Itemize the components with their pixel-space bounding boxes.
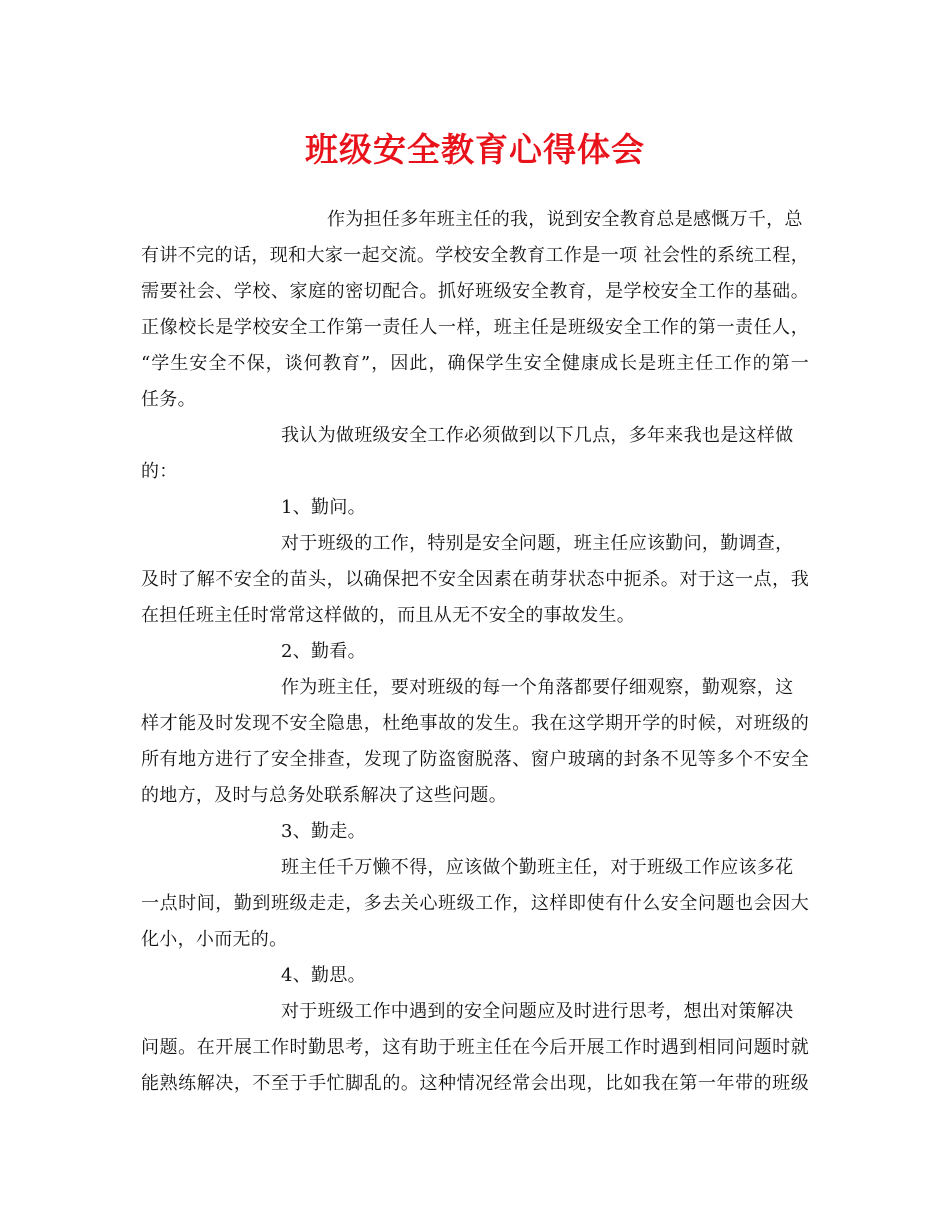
text-line: 班主任千万懒不得，应该做个勤班主任，对于班级工作应该多花: [281, 857, 794, 878]
text-line: 样才能及时发现不安全隐患，杜绝事故的发生。我在这学期开学的时候，对班级的: [141, 713, 809, 734]
text-line: 任务。: [141, 389, 196, 410]
document-title: 班级安全教育心得体会: [305, 130, 645, 169]
text-line: 有讲不完的话，现和大家一起交流。学校安全教育工作是一项 社会性的系统工程，: [141, 245, 809, 266]
text-line: 能熟练解决，不至于手忙脚乱的。这种情况经常会出现，比如我在第一年带的班级: [141, 1073, 809, 1094]
text-line: 一点时间，勤到班级走走，多去关心班级工作，这样即使有什么安全问题也会因大: [141, 893, 809, 914]
section-heading: 4、勤思。: [281, 965, 366, 986]
text-line: “学生安全不保，谈何教育”，因此，确保学生安全健康成长是班主任工作的第一: [141, 353, 809, 374]
text-line: 作为班主任，要对班级的每一个角落都要仔细观察，勤观察，这: [281, 677, 794, 698]
text-line: 所有地方进行了安全排查，发现了防盗窗脱落、窗户玻璃的封条不见等多个不安全: [141, 749, 809, 770]
text-line: 对于班级的工作，特别是安全问题，班主任应该勤问，勤调查，: [281, 533, 794, 554]
text-line: 我认为做班级安全工作必须做到以下几点，多年来我也是这样做: [281, 425, 794, 446]
section-heading: 2、勤看。: [281, 641, 366, 662]
text-line: 问题。在开展工作时勤思考，这有助于班主任在今后开展工作时遇到相同问题时就: [141, 1037, 809, 1058]
text-line: 化小，小而无的。: [141, 929, 288, 950]
text-line: 的：: [141, 461, 178, 482]
text-line: 的地方，及时与总务处联系解决了这些问题。: [141, 785, 507, 806]
text-line: 需要社会、学校、家庭的密切配合。抓好班级安全教育，是学校安全工作的基础。: [141, 281, 809, 302]
text-line: 及时了解不安全的苗头，以确保把不安全因素在萌芽状态中扼杀。对于这一点，我: [141, 569, 809, 590]
text-line: 对于班级工作中遇到的安全问题应及时进行思考，想出对策解决: [281, 1001, 794, 1022]
section-heading: 3、勤走。: [281, 821, 366, 842]
text-line: 正像校长是学校安全工作第一责任人一样，班主任是班级安全工作的第一责任人，: [141, 317, 809, 338]
text-line: 作为担任多年班主任的我，说到安全教育总是感慨万千，总: [327, 209, 803, 230]
text-line: 在担任班主任时常常这样做的，而且从无不安全的事故发生。: [141, 605, 636, 626]
section-heading: 1、勤问。: [281, 497, 366, 518]
